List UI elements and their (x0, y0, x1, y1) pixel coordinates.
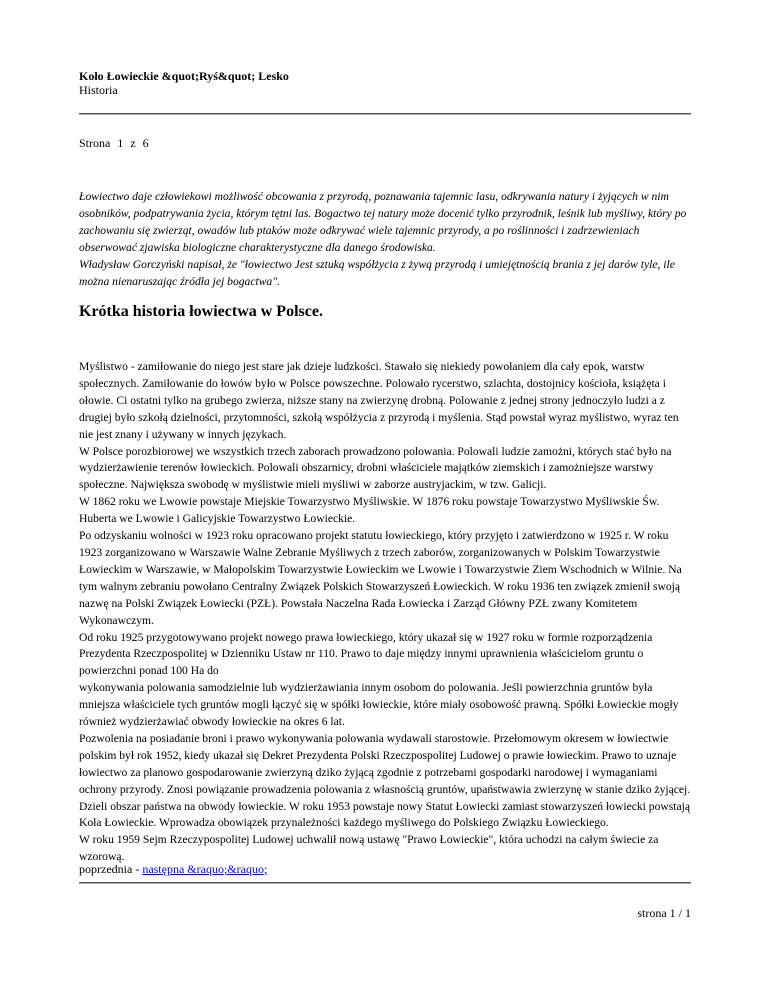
page-subtitle: Historia (79, 83, 118, 97)
pager-of: z (130, 136, 136, 150)
body-paragraph: Od roku 1925 przygotowywano projekt nowego prawa łowieckiego, który ukazał się w 1927 roku w formie rozporządzenia Prezydenta Rzeczpospolitej w Dzienniku Ustaw nr 110. Prawo to daje między innymi uprawnienia właścicielom gruntu o powierzchni ponad 100 Ha do (79, 630, 653, 678)
pager-total: 6 (142, 136, 149, 150)
top-divider (79, 113, 691, 115)
body-paragraph: Po odzyskaniu wolności w 1923 roku opracowano projekt statutu łowieckiego, który przyjęto i zatwierdzono w 1925 r. W roku 1923 zorganizowano w Warszawie Walne Zebranie Myśliwych z trzech zaborów, zorganizowanych w Polskim Towarzystwie Łowieckim w Warszawie, w Małopolskim Towarzystwie Łowieckim we Lwowie i Towarzystwie Ziem Wschodnich w Wilnie. Na tym walnym zebraniu powołano Centralny Związek Polskich Stowarzyszeń Łowieckich. W roku 1936 ten związek zmienił swoją nazwę na Polski Związek Łowiecki (PZŁ). Powstała Naczelna Rada Łowiecka i Zarząd Główny PZŁ zwany Komitetem Wykonawczym. (79, 529, 682, 627)
intro-paragraph: Władysław Gorczyński napisał, że "łowiectwo Jest sztuką współżycia z żywą przyrodą i umiejętnością brania z jej darów tyle, ile można nienaruszając źródła jej bogactwa". (79, 258, 675, 288)
body-paragraph: Pozwolenia na posiadanie broni i prawo wykonywania polowania wydawali starostowie. Przełomowym okresem w łowiectwie polskim był rok 1952, kiedy ukazał się Dekret Prezydenta Polski Rzeczpospolitej Ludowej o prawie łowieckim. Prawo to uznaje łowiectwo za planowo gospodarowanie zwierzyną dziko żyjącą zgodnie z potrzebami gospodarki narodowej i wymaganiami ochrony przyrody. Znosi powiązanie prowadzenia polowania z własnością gruntów, upaństwawia zwierzynę w stanie dziko żyjącej. Dzieli obszar państwa na obwody łowieckie. W roku 1953 powstaje nowy Statut Łowiecki zamiast stowarzyszeń łowiecki powstają Koła Łowieckie. Wprowadza obowiązek przynależności każdego myśliwego do Polskiego Związku Łowieckiego. (79, 731, 691, 830)
pager-current: 1 (117, 136, 124, 150)
footer-page-number: strona 1 / 1 (637, 906, 691, 920)
bottom-divider (79, 882, 691, 884)
body-paragraph: W roku 1959 Sejm Rzeczypospolitej Ludowej uchwalił nową ustawę "Prawo Łowieckie", która uchodzi na całym świecie za wzorową. (79, 833, 659, 864)
site-title: Koło Łowieckie &quot;Ryś&quot; Lesko (79, 69, 289, 83)
body-paragraph: wykonywania polowania samodzielnie lub wydzierżawiania innym osobom do polowania. Jeśli powierzchnia gruntów była mniejsza właściciele tych gruntów mogli łączyć się w spółki łowieckie, które miały osobowość prawną. Spółki Łowieckie mogły również wydzierżawiać obwody łowieckie na okres 6 lat. (79, 681, 679, 729)
pager-label: Strona (79, 136, 111, 150)
article-body (79, 359, 691, 866)
next-link[interactable]: następna &raquo;&raquo; (142, 862, 268, 876)
page-indicator (79, 136, 153, 150)
intro-paragraph: Łowiectwo daje człowiekowi możliwość obcowania z przyrodą, poznawania tajemnic lasu, odkrywania natury i żyjących w nim osobników, podpatrywania życia, którym tętni las. Bogactwo tej natury może docenić tylko przyrodnik, leśnik lub myśliwy, który po zachowaniu się zwierząt, owadów lub ptaków może odkrywać wiele tajemnic przyrody, a po roślinności i zadrzewieniach obserwować zjawiska biologiczne charakterystyczne dla danego środowiska. (79, 190, 687, 254)
body-paragraph: W 1862 roku we Lwowie powstaje Miejskie Towarzystwo Myśliwskie. W 1876 roku powstaje Towarzystwo Myśliwskie Św. Huberta we Lwowie i Galicyjskie Towarzystwo Łowieckie. (79, 495, 660, 526)
section-heading: Krótka historia łowiectwa w Polsce. (79, 303, 323, 320)
prev-link-label: poprzednia - (79, 862, 140, 876)
pagination-nav (79, 862, 267, 876)
body-paragraph: W Polsce porozbiorowej we wszystkich trzech zaborach prowadzono polowania. Polowali ludzie zamożni, których stać było na wydzierżawienie terenów łowieckich. Polowali obszarnicy, drobni właściciele majątków ziemskich i zamożniejsze warstwy społeczne. Największa swobodę w myślistwie mieli myśliwi w zaborze austryjackim, w tzw. Galicji. (79, 444, 672, 492)
intro-quote (79, 188, 691, 290)
body-paragraph: Myślistwo - zamiłowanie do niego jest stare jak dzieje ludzkości. Stawało się niekiedy powołaniem dla cały epok, warstw społecznych. Zamiłowanie do łowów było w Polsce powszechne. Polowało rycerstwo, szlachta, dostojnicy kościoła, książęta i ołowie. Ci ostatni tylko na grubego zwierza, niższe stany na zwierzynę drobną. Polowanie z jednej strony jednoczyło ludzi a z drugiej było szkołą dzielności, przytomności, szkołą współżycia z przyrodą i myślenia. Stąd powstał wyraz myślistwo, wyraz ten nie jest znany i używany w innych językach. (79, 360, 679, 441)
